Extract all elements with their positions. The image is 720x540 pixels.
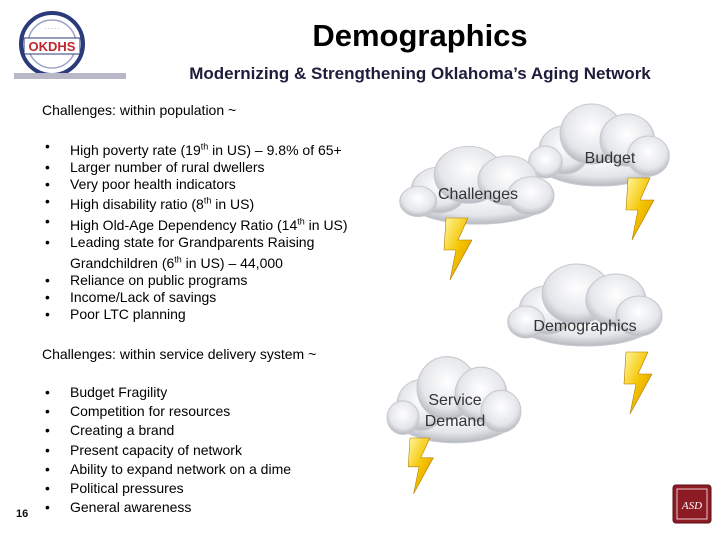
service-challenge-item-text: Competition for resources: [70, 403, 231, 420]
svg-text:· · · · ·: · · · · ·: [45, 26, 59, 32]
budget-cloud-label: Budget: [584, 150, 636, 167]
service-challenge-item-text: Budget Fragility: [70, 384, 168, 400]
demographics-bolt: [624, 352, 652, 414]
population-challenge-item: [42, 251, 348, 272]
section-heading-population: Challenges: within population ~: [42, 102, 237, 118]
population-challenge-item-text: Very poor health indicators: [70, 175, 236, 192]
svg-text:OKDHS: OKDHS: [28, 39, 76, 54]
bullet-icon: •: [45, 384, 50, 400]
service-demand-line1: Service: [428, 392, 482, 409]
service-challenge-item: [42, 460, 291, 479]
budget-bolt: [626, 178, 654, 240]
section-heading-service-delivery: Challenges: within service delivery system ~: [42, 346, 317, 362]
service-challenge-item: [42, 441, 291, 460]
bullet-icon: •: [45, 192, 50, 209]
population-challenge-item: [42, 193, 348, 214]
service-challenge-item-text: Creating a brand: [70, 422, 175, 439]
service-demand-cloud-label: [410, 390, 500, 432]
service-challenge-item-text: General awareness: [70, 499, 192, 516]
page-title: Demographics: [312, 18, 528, 53]
service-challenge-item: [42, 421, 291, 440]
bullet-icon: •: [45, 158, 50, 175]
service-demand-line2: Demand: [424, 413, 486, 430]
population-challenge-item: [42, 213, 348, 234]
population-challenge-item: [42, 306, 348, 323]
svg-text:ASD: ASD: [681, 500, 703, 512]
bullet-icon: •: [45, 422, 50, 439]
population-challenge-item-text: Income/Lack of savings: [70, 288, 217, 305]
demographics-cloud-label: Demographics: [533, 318, 637, 335]
logo-underline: [14, 73, 126, 79]
service-challenge-item-text: Present capacity of network: [70, 441, 242, 458]
bullet-icon: •: [45, 441, 50, 458]
service-challenge-item-text: Ability to expand network on a dime: [70, 460, 292, 477]
population-challenge-item-text: High disability ratio (8th in US): [70, 195, 255, 213]
population-challenge-item: [42, 138, 348, 159]
bullet-icon: •: [45, 288, 50, 305]
challenges-bolt: [444, 218, 472, 280]
bullet-icon: •: [45, 499, 50, 516]
budget-cloud: [529, 104, 670, 186]
bullet-icon: •: [45, 213, 50, 230]
service-challenge-item: [42, 383, 291, 402]
population-challenge-item: [42, 289, 348, 306]
population-challenge-item-text: Reliance on public programs: [70, 271, 248, 288]
service-challenge-item: [42, 402, 291, 421]
service-challenge-item: [42, 479, 291, 498]
service-demand-bolt: [408, 438, 433, 494]
bullet-icon: •: [45, 403, 50, 420]
page-number: 16: [16, 508, 29, 520]
bullet-icon: •: [45, 175, 50, 192]
population-challenge-item-text: Leading state for Grandparents Raising: [70, 233, 315, 250]
service-challenge-item: [42, 498, 291, 517]
population-challenges-list: [42, 138, 348, 323]
population-challenge-item: [42, 234, 348, 251]
bullet-icon: •: [45, 460, 50, 477]
bullet-icon: •: [45, 480, 50, 497]
population-challenge-item-text: Larger number of rural dwellers: [70, 158, 265, 175]
asd-logo: [672, 484, 712, 524]
population-challenge-item: [42, 159, 348, 176]
page-subtitle: Modernizing & Strengthening Oklahoma’s Aging Network: [189, 64, 651, 83]
population-challenge-item-text: High Old-Age Dependency Ratio (14th in US): [70, 216, 348, 233]
population-challenge-item-text: Grandchildren (6th in US) – 44,000: [70, 253, 283, 271]
bullet-icon: •: [45, 271, 50, 288]
challenges-cloud-label: Challenges: [437, 186, 519, 203]
population-challenge-item-text: High poverty rate (19th in US) – 9.8% of 65+: [70, 141, 342, 158]
bullet-icon: •: [45, 305, 50, 322]
service-challenges-list: [42, 383, 291, 517]
bullet-icon: •: [45, 233, 50, 250]
service-challenge-item-text: Political pressures: [70, 480, 184, 497]
bullet-icon: •: [45, 138, 50, 154]
population-challenge-item: [42, 176, 348, 193]
population-challenge-item: [42, 272, 348, 289]
population-challenge-item-text: Poor LTC planning: [70, 305, 186, 322]
